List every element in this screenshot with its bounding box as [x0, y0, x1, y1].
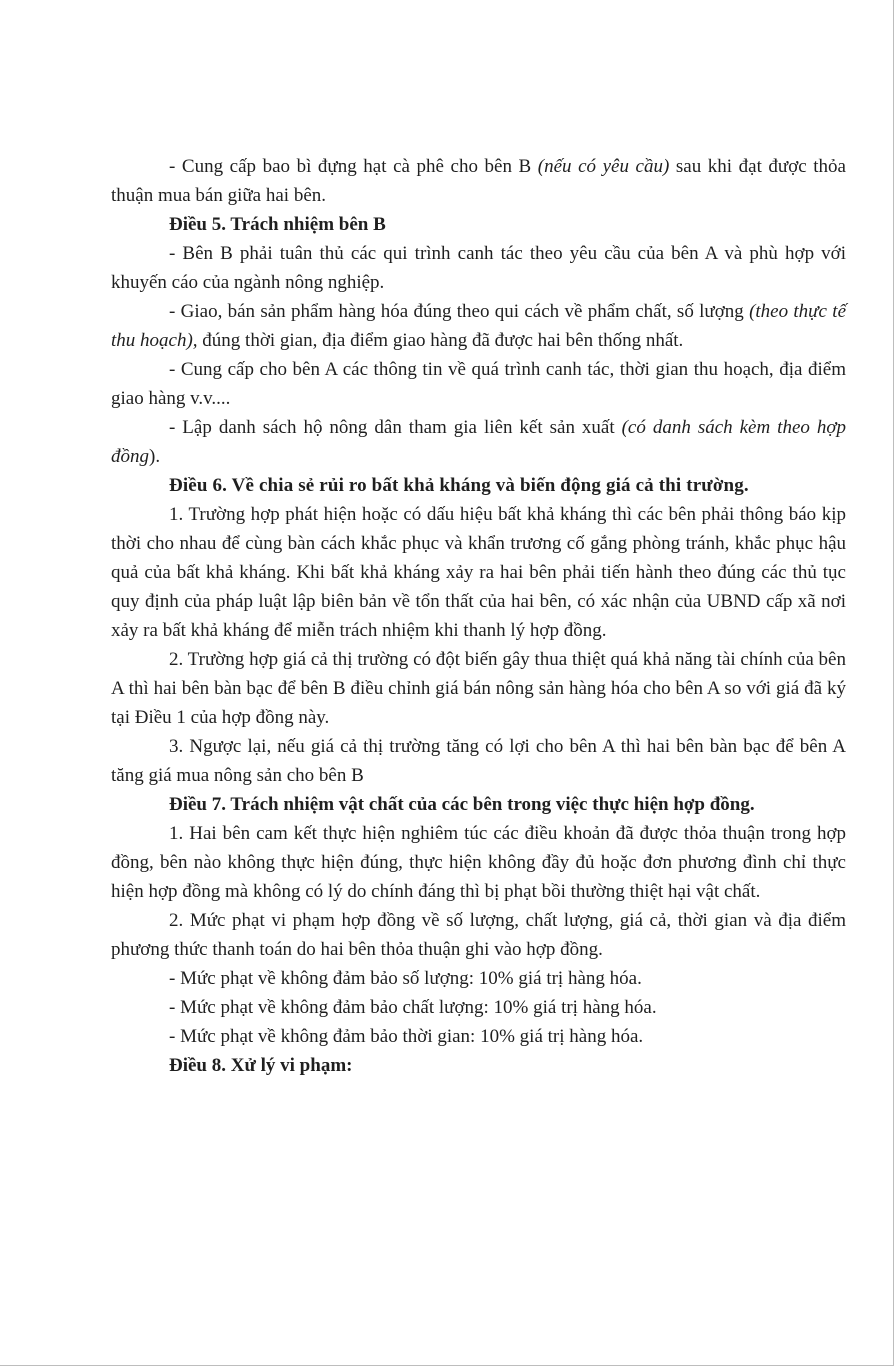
text-segment: 2. Mức phạt vi phạm hợp đồng về số lượng, chất lượng, giá cả, thời gian và địa điểm phương thức thanh toán do hai bên thỏa thuận ghi vào hợp đồng. [111, 910, 846, 960]
section-heading [111, 790, 846, 819]
paragraph [111, 1022, 846, 1051]
paragraph [111, 297, 846, 355]
paragraph [111, 993, 846, 1022]
text-segment: 1. Hai bên cam kết thực hiện nghiêm túc các điều khoản đã được thỏa thuận trong hợp đồng, bên nào không thực hiện đúng, thực hiện không đầy đủ hoặc đơn phương đình chỉ thực hiện hợp đồng mà không có lý do chính đáng thì bị phạt bồi thường thiệt hại vật chất. [111, 823, 846, 902]
document-body [111, 152, 846, 1080]
text-segment: 2. Trường hợp giá cả thị trường có đột biến gây thua thiệt quá khả năng tài chính của bên A thì hai bên bàn bạc để bên B điều chỉnh giá bán nông sản hàng hóa cho bên A so với giá đã ký tại Điều 1 của hợp đồng này. [111, 649, 846, 728]
text-segment: 1. Trường hợp phát hiện hoặc có dấu hiệu bất khả kháng thì các bên phải thông báo kịp thời cho nhau để cùng bàn cách khắc phục và khẩn trương cố gắng phòng tránh, khắc phục hậu quả của bất khả kháng. Khi bất khả kháng xảy ra hai bên phải tiến hành theo đúng các thủ tục quy định của pháp luật lập biên bản về tổn thất của hai bên, có xác nhận của UBND cấp xã nơi xảy ra bất khả kháng để miễn trách nhiệm khi thanh lý hợp đồng. [111, 504, 846, 641]
text-segment: - Giao, bán sản phẩm hàng hóa đúng theo qui cách về phẩm chất, số lượng [169, 301, 750, 322]
paragraph [111, 645, 846, 732]
paragraph [111, 152, 846, 210]
italic-text: (theo thực tế thu hoạch), [111, 301, 846, 351]
paragraph [111, 964, 846, 993]
text-segment: - Mức phạt về không đảm bảo thời gian: 10% giá trị hàng hóa. [169, 1026, 644, 1047]
paragraph [111, 732, 846, 790]
section-heading [111, 1051, 846, 1080]
text-segment: sau khi đạt được thỏa thuận mua bán giữa hai bên. [111, 156, 846, 206]
paragraph [111, 239, 846, 297]
section-heading [111, 210, 846, 239]
paragraph [111, 355, 846, 413]
text-segment: - Mức phạt về không đảm bảo số lượng: 10% giá trị hàng hóa. [169, 968, 642, 989]
text-segment: - Cung cấp cho bên A các thông tin về quá trình canh tác, thời gian thu hoạch, địa điểm giao hàng v.v.... [111, 359, 846, 409]
text-segment: - Mức phạt về không đảm bảo chất lượng: 10% giá trị hàng hóa. [169, 997, 657, 1018]
italic-text: (nếu có yêu cầu) [537, 156, 670, 177]
text-segment: ). [149, 446, 161, 467]
paragraph [111, 500, 846, 645]
text-segment: đúng thời gian, địa điểm giao hàng đã được hai bên thống nhất. [197, 330, 684, 351]
text-segment: Điều 5. Trách nhiệm bên B [169, 214, 386, 235]
section-heading [111, 471, 846, 500]
text-segment: Điều 6. Về chia sẻ rủi ro bất khả kháng và biến động giá cả thi trường. [169, 475, 749, 496]
text-segment: 3. Ngược lại, nếu giá cả thị trường tăng có lợi cho bên A thì hai bên bàn bạc để bên A tăng giá mua nông sản cho bên B [111, 736, 846, 786]
text-segment: - Lập danh sách hộ nông dân tham gia liên kết sản xuất [169, 417, 622, 438]
paragraph [111, 819, 846, 906]
paragraph [111, 413, 846, 471]
italic-text: (có danh sách kèm theo hợp đồng [111, 417, 847, 467]
text-segment: Điều 8. Xử lý vi phạm: [169, 1055, 353, 1076]
text-segment: Điều 7. Trách nhiệm vật chất của các bên trong việc thực hiện hợp đồng. [169, 794, 755, 815]
text-segment: - Bên B phải tuân thủ các qui trình canh tác theo yêu cầu của bên A và phù hợp với khuyến cáo của ngành nông nghiệp. [111, 243, 846, 293]
paragraph [111, 906, 846, 964]
text-segment: - Cung cấp bao bì đựng hạt cà phê cho bên B [169, 156, 538, 177]
